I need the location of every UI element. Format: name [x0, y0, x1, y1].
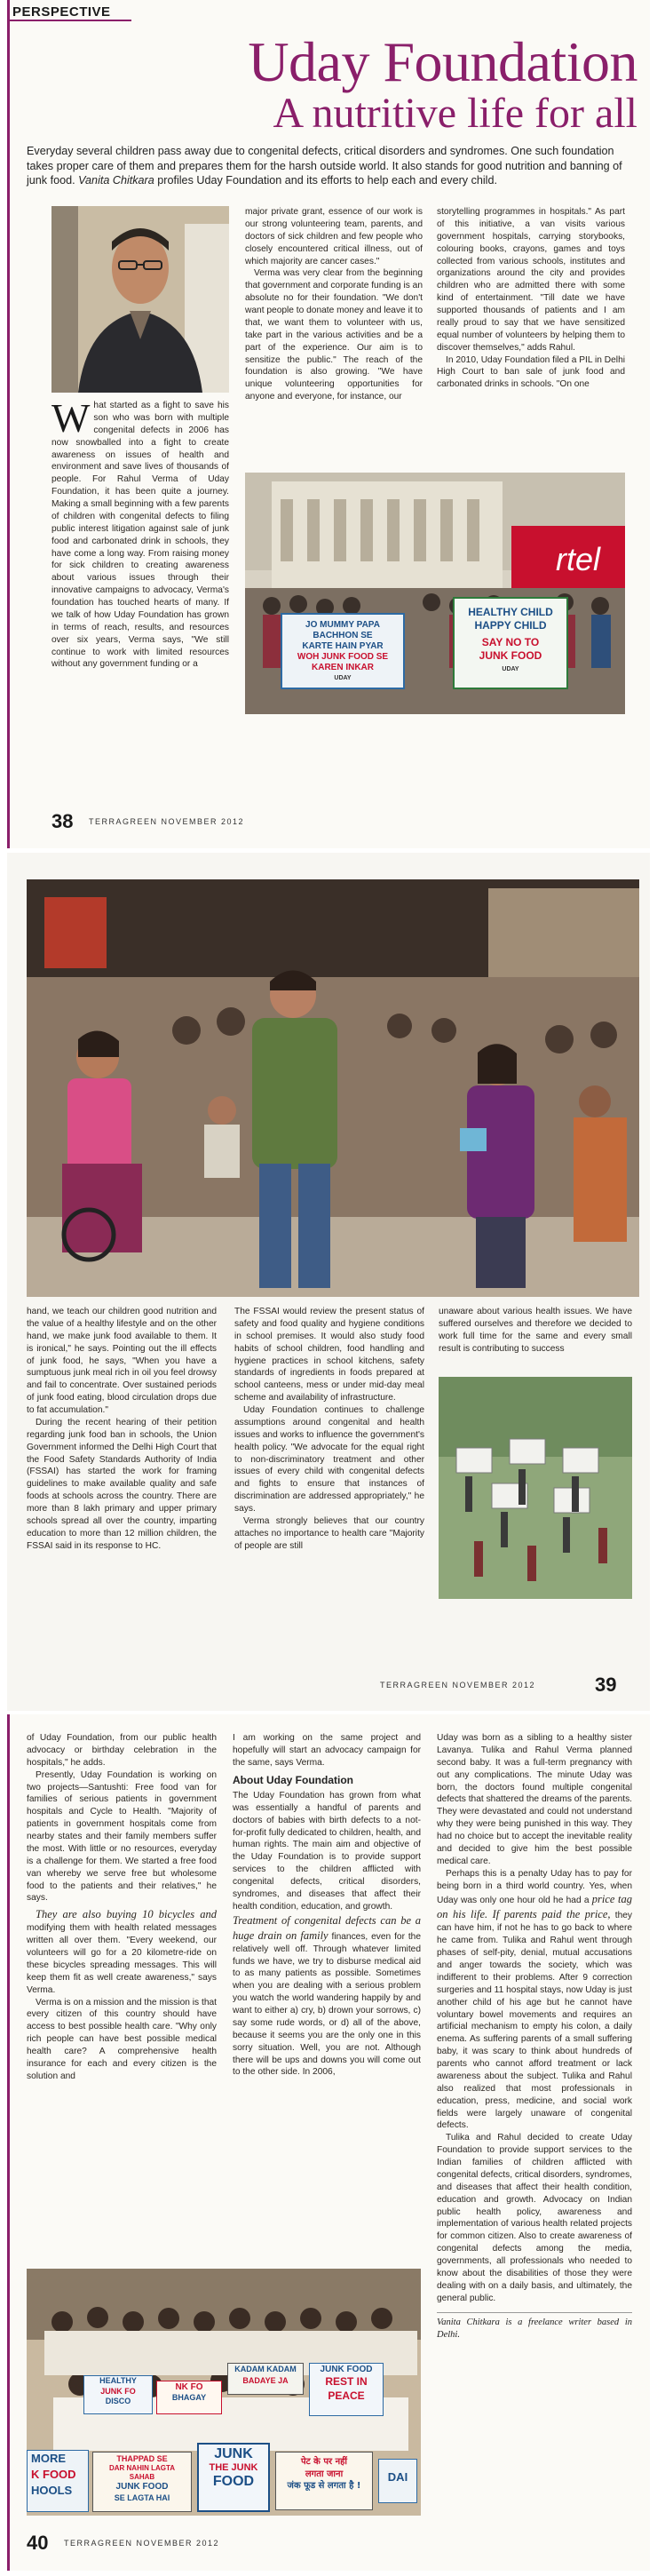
column-3 — [437, 206, 625, 391]
banner-text: rtel — [556, 541, 601, 577]
paragraph: unaware about various health issues. We have suffered ourselves and therefore we decided to work full time for the same and every small result is contributing to success — [439, 1307, 632, 1354]
paragraph: During the recent hearing of their petition regarding junk food ban in schools, the Union Government informed the Delhi High Court that the Food Safety Standards Authority of India (FSSAI) has started the work for framing guidelines to make available quality and safe foods at schools across the country. There are more than 8 lakh primary and upper primary schools spread all over the country, imparting education to more than 12 million children, the FSSAI said in its response to HC. — [27, 1417, 217, 1551]
paragraph: of Uday Foundation, from our public health advocacy or birthday celebration in the hospitals," he adds. — [27, 1733, 217, 1768]
page-footer: TERRAGREEN NOVEMBER 2012 — [89, 817, 245, 826]
column-3 — [437, 1732, 632, 2341]
rally-photo — [439, 1377, 632, 1599]
paragraph: The Uday Foundation has grown from what was essentially a handful of parents and doctors of babies with birth defects to a not-for-profit fully dedicated to children, health, and human rights. The main aim and objective of the Uday Foundation is to provide support services to the children afflicted with congenital defects, critical disorders, syndromes, and diseases that affect their health condition, education, and growth. — [233, 1790, 421, 1912]
column-1 — [27, 1306, 217, 1553]
paragraph: The FSSAI would review the present status of safety and food quality and hygiene conditions in school premises. It would also study food habits of school children, food handling and hygiene practices in school kitchens, safety standards of ingredients in foods prepared at school canteens, mess or under mid-day meal scheme and availability of infrastructure. — [234, 1307, 424, 1403]
page-footer: TERRAGREEN NOVEMBER 2012 — [64, 2539, 220, 2548]
logo-text: UDAY — [334, 675, 352, 681]
paragraph: Verma was very clear from the beginning that government and corporate funding is an absolute no for their foundation. "We don't want people to donate money and leave it to that, we want them to volunteer with us, take part in the various activities and be a part of the experience. Our aim is to sensitize the public." The reach of the foundation is also growing. "We have unique volunteering opportunities for anyone and everyone, for instance, our — [245, 268, 423, 402]
protest-sign: THAPPAD SE DAR NAHIN LAGTA SAHAB JUNK FOOD SE LAGTA HAI — [92, 2452, 192, 2512]
page-number: 40 — [27, 2532, 49, 2554]
paragraph: Uday was born as a sibling to a healthy sister Lavanya. Tulika and Rahul Verma planned second baby. It was a full-term pregnancy with out any complications. The minute Uday was born, the doctors found multiple congenital defects that shattered the dreams of the parents. They were devastated and could not understand why they were being punished in this way. They had no choice but to accept the inevitable reality and decided to give him the best possible medical care. — [437, 1733, 632, 1866]
paragraph: Uday Foundation continues to challenge assumptions around congenital and health issues and works to influence the government's health policy. "We advocate for the equal right to non-discriminatory treatment and other issues of every child with congenital defects and fights to ensure that instances of discrimination are addressed appropriately," he says. — [234, 1405, 424, 1514]
column-1 — [51, 395, 229, 671]
logo-text: UDAY — [502, 666, 519, 672]
protest-sign: NK FO BHAGAY — [156, 2381, 222, 2414]
intro-text-end: profiles Uday Foundation and its efforts to help each and every child. — [157, 174, 497, 187]
body-text: Perhaps this is a penalty Uday has to pay for being born in a third world country. Yes, when Uday was only one hour old he had a — [437, 1868, 632, 1906]
page-border — [7, 0, 10, 848]
paragraph: Verma strongly believes that our country attaches no importance to health care "Majority of people are still — [234, 1515, 424, 1551]
section-heading: About Uday Foundation — [233, 1773, 353, 1786]
protest-sign: MORE K FOOD HOOLS — [27, 2450, 89, 2512]
magazine-page-38 — [7, 0, 650, 848]
page-number: 39 — [595, 1674, 617, 1696]
article-intro — [27, 144, 637, 188]
column-2 — [233, 1732, 421, 2079]
magazine-page-39 — [7, 853, 650, 1711]
paragraph: I am working on the same project and hopefully will start an advocacy campaign for the same, says Verma. — [233, 1733, 421, 1768]
column-1 — [27, 1732, 217, 2083]
paragraph: hand, we teach our children good nutrition and the value of a healthy lifestyle and on the other hand, we make junk food available to them. It is ironical," he says. Pointing out the ill effects of junk food, he says, "When you have a sumptuous junk meal rich in oil you feel drowsy and fail to concentrate. Over sustained periods of junk food eating, blood circulation drops due to fat accumulation." — [27, 1307, 217, 1415]
protest-sign: DAI — [378, 2459, 417, 2503]
protest-sign: KADAM KADAM BADAYE JA — [227, 2363, 304, 2395]
protest-sign: JUNK FOOD REST IN PEACE — [309, 2363, 384, 2416]
page-border — [7, 1714, 10, 2571]
pull-quote: Treatment of congenital defects can be a huge drain on family — [233, 1913, 421, 1942]
paragraph: Verma is on a mission and the mission is that every citizen of this country should have access to best possible health care. "Why only rich people can have best possible medical health care? A comprehensive health insurance for each and every citizen is the solution and — [27, 1997, 217, 2081]
pull-quote: They are also buying 10 bicycles and — [36, 1908, 217, 1921]
intro-byline: Vanita Chitkara — [78, 174, 154, 187]
article-title: Uday Foundation — [248, 30, 637, 93]
portrait-photo — [51, 206, 229, 393]
body-text: finances, even for the relatively well off. Through whatever limited funds we have, we try to disburse medical aid to as many patients as possible. Sometimes when you are dealing with a serious problem you watch the world wandering happily by and want to either a) cry, b) drown your sorrows, c) say some rude words, or d) all of the above, because it seems you are the only one in this sorry situation. Well, you are not. Although there will be ups and downs you will come out to the other side. In 2006, — [233, 1931, 421, 2078]
protest-sign: JO MUMMY PAPA BACHHON SE KARTE HAIN PYAR WOH JUNK FOOD SE KAREN INKAR UDAY — [281, 613, 405, 689]
author-credit: Vanita Chitkara is a freelance writer based in Delhi. — [437, 2312, 632, 2342]
page-number: 38 — [51, 810, 74, 832]
section-tag: PERSPECTIVE — [12, 4, 111, 20]
body-text: hat started as a fight to save his son who was born with multiple congenital defects in 2006 has now snowballed into a fight to create awareness on issues of health and environment and save lives of thousands of people. For Rahul Verma of Uday Foundation, it has been quite a journey. Making a small beginning with a few parents of children with congenital defects to filing public interest litigation against sale of junk food and carbonated drink in schools, they have come a long way. From raising money for sick children to creating awareness about various issues through their innovative campaigns to advocacy, Verma's foundation has touched hearts of many. If we talk of how Uday Foundation has grown in terms of reach, results, and resources over six years, Verma says, "We still continue to work with limited resources without any government funding or a — [51, 401, 229, 670]
campaign-photo — [245, 473, 625, 714]
pull-quote: price tag on his life. If parents paid the price, — [437, 1893, 632, 1921]
magazine-page-40 — [7, 1714, 650, 2571]
paragraph: In 2010, Uday Foundation filed a PIL in Delhi High Court to ban sale of junk food and carbonated drinks in schools. "On one — [437, 354, 625, 390]
protest-sign: HEALTHY CHILD HAPPY CHILD SAY NO TO JUNK FOOD UDAY — [453, 597, 568, 689]
article-subtitle: A nutritive life for all — [273, 90, 637, 137]
paragraph: major private grant, essence of our work is our strong volunteering team, parents, and doctors of sick children and few people who closely encountered critical illness, out of which majority are cancer cases." — [245, 207, 423, 266]
paragraph: Presently, Uday Foundation is working on two projects—Santushti: Free food van for families of serious patients in government hospitals and Cycle to Health. "Majority of patients in government hospitals come from nearby states and their family members suffer the most. With little or no resources, everyday is a challenge for them. We started a free food van whereby we serve free but wholesome food to the patients and their relatives," he says. — [27, 1769, 217, 1904]
visit-photo — [27, 879, 639, 1297]
paragraph: storytelling programmes in hospitals." As part of this initiative, a van visits various government hospitals, carrying storybooks, colouring books, crayons, games and toys collected from various schools, institutes and organizations around the city and provides children who are admitted there with some kind of entertainment. "Till date we have supported thousands of patients and I am really proud to say that we have sensitized equal number of volunteers by helping them to discover themselves," adds Rahul. — [437, 207, 625, 353]
drop-cap: W — [51, 395, 91, 441]
page-footer: TERRAGREEN NOVEMBER 2012 — [380, 1681, 536, 1690]
group-photo — [27, 2269, 421, 2516]
paragraph: Tulika and Rahul decided to create Uday Foundation to provide support services to the Indian families of children afflicted with congenital defects, critical disorders, syndromes, and diseases that affect their health condition, education and growth. Advocacy on Indian public health policy, awareness and implementation of various health related projects for common citizen. Also to create awareness of congenital defects among the media, governments, all professionals who needed to know about the disabilities of those they were dealing with on a daily basis, and ultimately, the general public. — [437, 2133, 632, 2303]
body-text: modifying them with health related messages written all over them. "Every weekend, our volunteers will go for a 20 kilometre-ride on these bicycles spreading messages. This will keep them fit as well create awareness," says Verma. — [27, 1923, 217, 1995]
body-text: they can have him, if not he has to go back to where he came from. Tulika and Rahul went through phases of self-pity, denial, mutual accusations and anger towards the society, which was indifferent to their problems. After 9 correction surgeries and 11 hospital stays, now Uday is just another child of his age but he cannot have voluntary bowel movements and requires an artificial mechanism to empty his colon, a daily enema. As suffering parents of a small suffering baby, it was scary to think about hundreds of parents who cannot afford treatment or lack awareness about the subject. Tulika and Rahul also realized that most professionals in education, press, medicine, and social work fields were largely unaware of congenital defects. — [437, 1911, 632, 2131]
protest-sign: JUNK THE JUNK FOOD — [197, 2443, 270, 2512]
column-2 — [245, 206, 423, 403]
intro-text: Everyday several children pass away due to congenital defects, critical disorders and syndromes. One such foundation takes proper care of them and prepares them for the harsh outside world. It also stands for good nutrition and banning of junk food. — [27, 145, 622, 187]
protest-sign: HEALTHY JUNK FO DISCO — [83, 2375, 153, 2414]
column-3 — [439, 1306, 632, 1356]
column-2-text — [234, 1306, 424, 1553]
protest-sign: पेट के पर नहीं लगता जाना जंक फूड से लगता है ! — [275, 2452, 373, 2510]
